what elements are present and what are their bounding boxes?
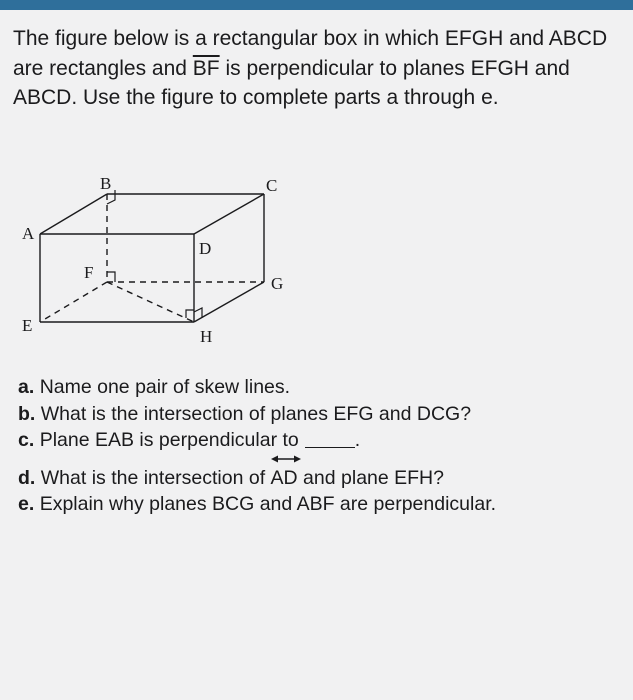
label-e: E (22, 316, 33, 335)
question-b (18, 401, 623, 428)
edge-ab (40, 194, 107, 234)
statement-part-1: The figure below is a rectangular box in which EFGH and ABCD are rectangles and (13, 27, 608, 80)
right-angle-f (107, 272, 115, 282)
question-c (18, 427, 623, 454)
problem-statement (13, 24, 623, 113)
question-text: What is the intersection of (40, 466, 271, 489)
question-letter: e. (18, 493, 35, 515)
edge-fe-hidden (40, 282, 107, 322)
edge-cd (194, 194, 264, 234)
question-letter: a. (18, 376, 35, 398)
edge-fh-hidden (107, 282, 194, 322)
question-text: Explain why planes BCG and ABF are perpendicular. (39, 493, 497, 515)
top-bar (0, 0, 633, 10)
question-text: What is the intersection of planes EFG and DCG? (40, 402, 472, 425)
label-d: D (199, 239, 212, 258)
line-ad (271, 465, 298, 492)
right-angle-h-2 (194, 308, 202, 318)
question-a (18, 374, 623, 401)
answer-blank (305, 429, 355, 448)
double-arrow-icon (271, 454, 301, 464)
statement-part-2: is perpendicular to planes EFGH and ABCD. Use the figure to complete parts a through e. (13, 56, 570, 109)
question-letter: b. (18, 402, 36, 425)
question-text-end: and plane EFH? (297, 466, 444, 489)
edge-hg (194, 282, 264, 322)
question-letter: c. (18, 429, 35, 451)
right-angle-h-1 (186, 310, 194, 318)
question-list (18, 374, 623, 518)
question-e (18, 491, 623, 518)
line-ad-label: AD (270, 466, 298, 489)
question-d (18, 465, 623, 492)
label-h: H (200, 327, 213, 346)
segment-bf: $\overline{BF}$ (192, 56, 220, 80)
box-figure (14, 172, 304, 372)
label-g: G (271, 274, 284, 293)
question-text: Plane EAB is perpendicular to (39, 429, 299, 451)
label-b: B (100, 174, 112, 193)
label-c: C (266, 176, 278, 195)
label-a: A (22, 224, 35, 243)
question-end: . (354, 429, 361, 451)
question-text: Name one pair of skew lines. (39, 376, 291, 398)
question-letter: d. (18, 466, 36, 489)
label-f: F (84, 263, 94, 282)
